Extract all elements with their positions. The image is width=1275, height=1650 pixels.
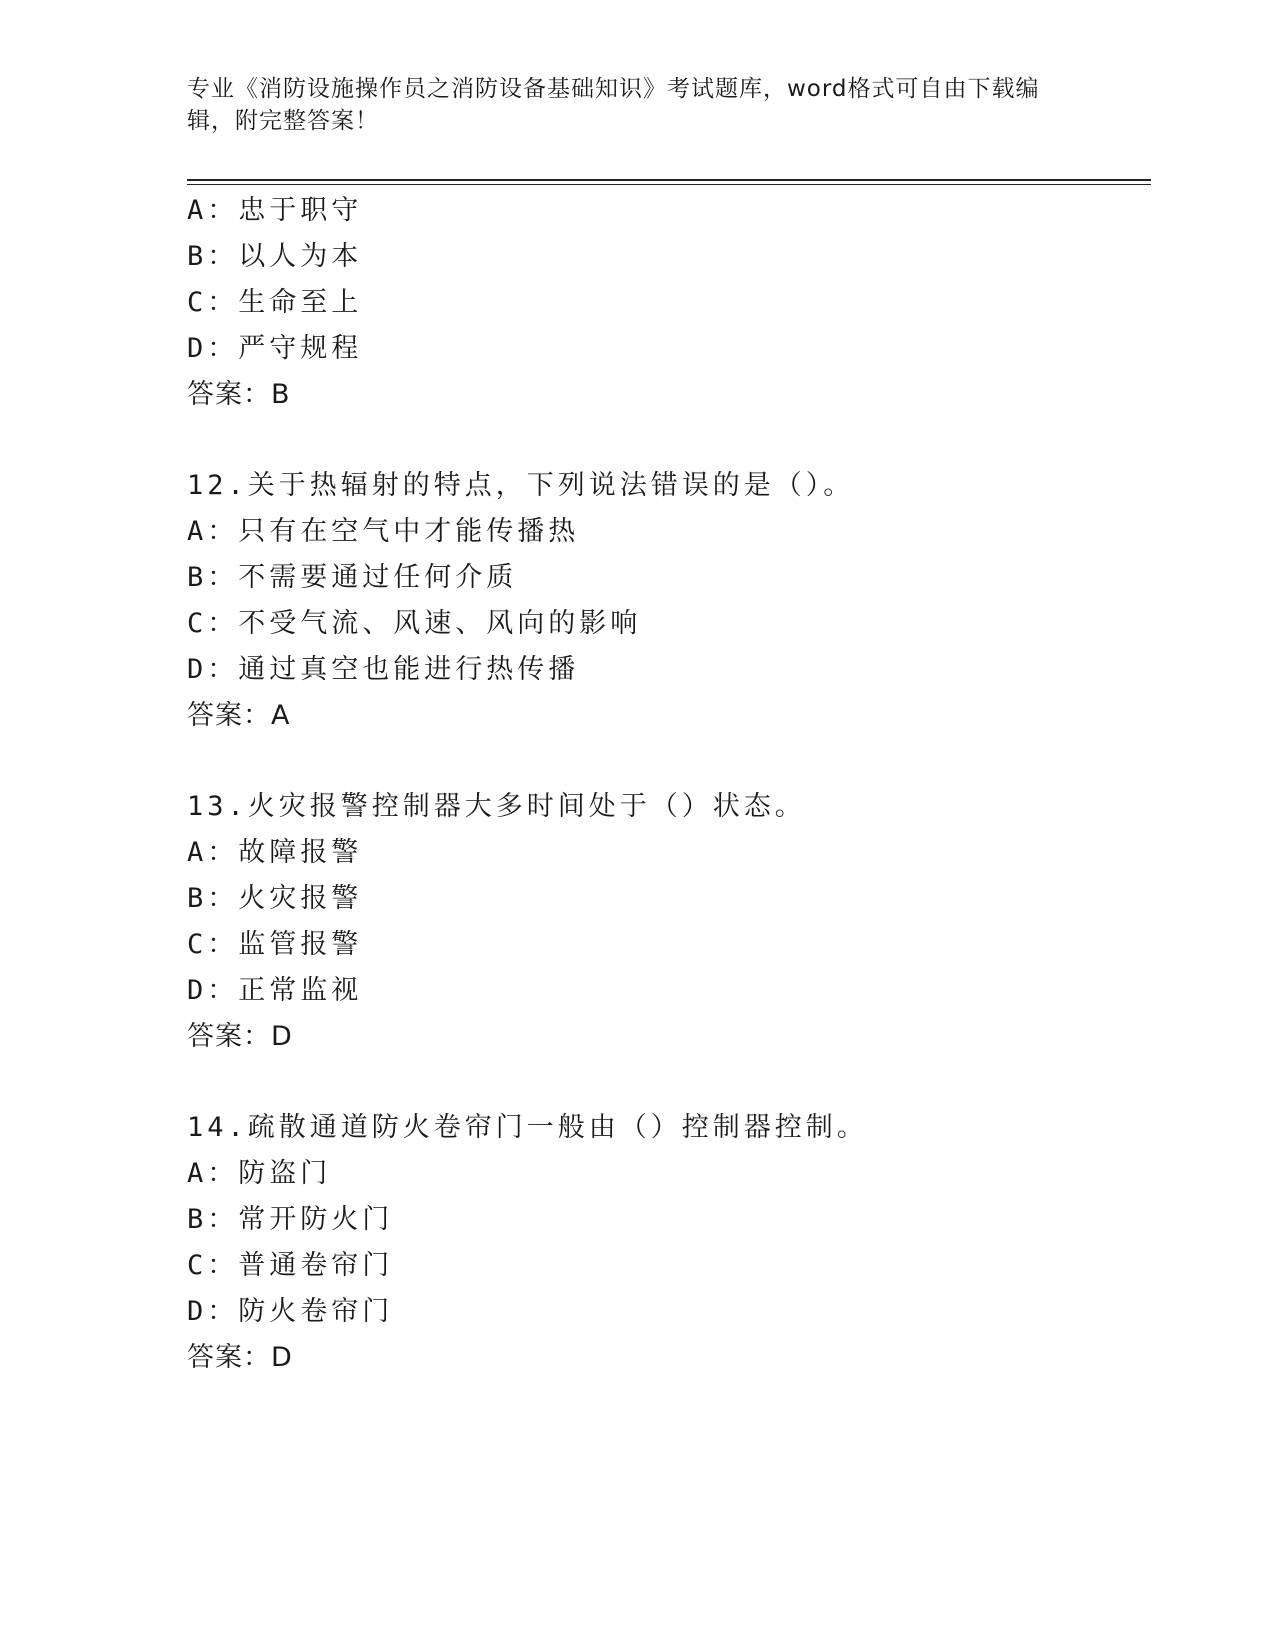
option-c: C：普通卷帘门	[187, 1250, 394, 1281]
option-d: D：通过真空也能进行热传播	[187, 654, 580, 685]
question-stem: 12.关于热辐射的特点，下列说法错误的是（）。	[187, 470, 855, 501]
option-a: A：只有在空气中才能传播热	[187, 516, 580, 547]
spacer	[187, 1060, 1137, 1105]
question-stem: 13.火灾报警控制器大多时间处于（）状态。	[187, 791, 806, 822]
spacer	[187, 739, 1137, 784]
option-b: B：不需要通过任何介质	[187, 562, 518, 593]
option-b: B：常开防火门	[187, 1204, 394, 1235]
answer-line: 答案：D	[187, 1021, 293, 1052]
answer-line: 答案：B	[187, 379, 291, 410]
question-13	[187, 784, 1137, 1060]
spacer	[187, 418, 1137, 463]
option-b: B：以人为本	[187, 241, 363, 272]
option-d: D：防火卷帘门	[187, 1296, 394, 1327]
option-c: C：监管报警	[187, 929, 363, 960]
option-b: B：火灾报警	[187, 883, 363, 914]
answer-line: 答案：A	[187, 700, 291, 731]
option-c: C：不受气流、风速、风向的影响	[187, 608, 642, 639]
option-d: D：正常监视	[187, 975, 363, 1006]
question-11	[187, 188, 1137, 418]
header-rule-thick	[187, 179, 1151, 181]
document-header	[187, 73, 1067, 137]
question-list	[187, 188, 1137, 1381]
question-14	[187, 1105, 1137, 1381]
answer-line: 答案：D	[187, 1342, 293, 1373]
option-c: C：生命至上	[187, 287, 363, 318]
question-12	[187, 463, 1137, 739]
question-stem: 14.疏散通道防火卷帘门一般由（）控制器控制。	[187, 1112, 868, 1143]
header-line-1: 专业《消防设施操作员之消防设备基础知识》考试题库，word格式可自由下载编	[187, 76, 1040, 102]
option-d: D：严守规程	[187, 333, 363, 364]
header-rule-thin	[187, 184, 1151, 185]
option-a: A：故障报警	[187, 837, 363, 868]
option-a: A：忠于职守	[187, 195, 363, 226]
option-a: A：防盗门	[187, 1158, 332, 1189]
header-line-2: 辑，附完整答案！	[187, 108, 379, 134]
